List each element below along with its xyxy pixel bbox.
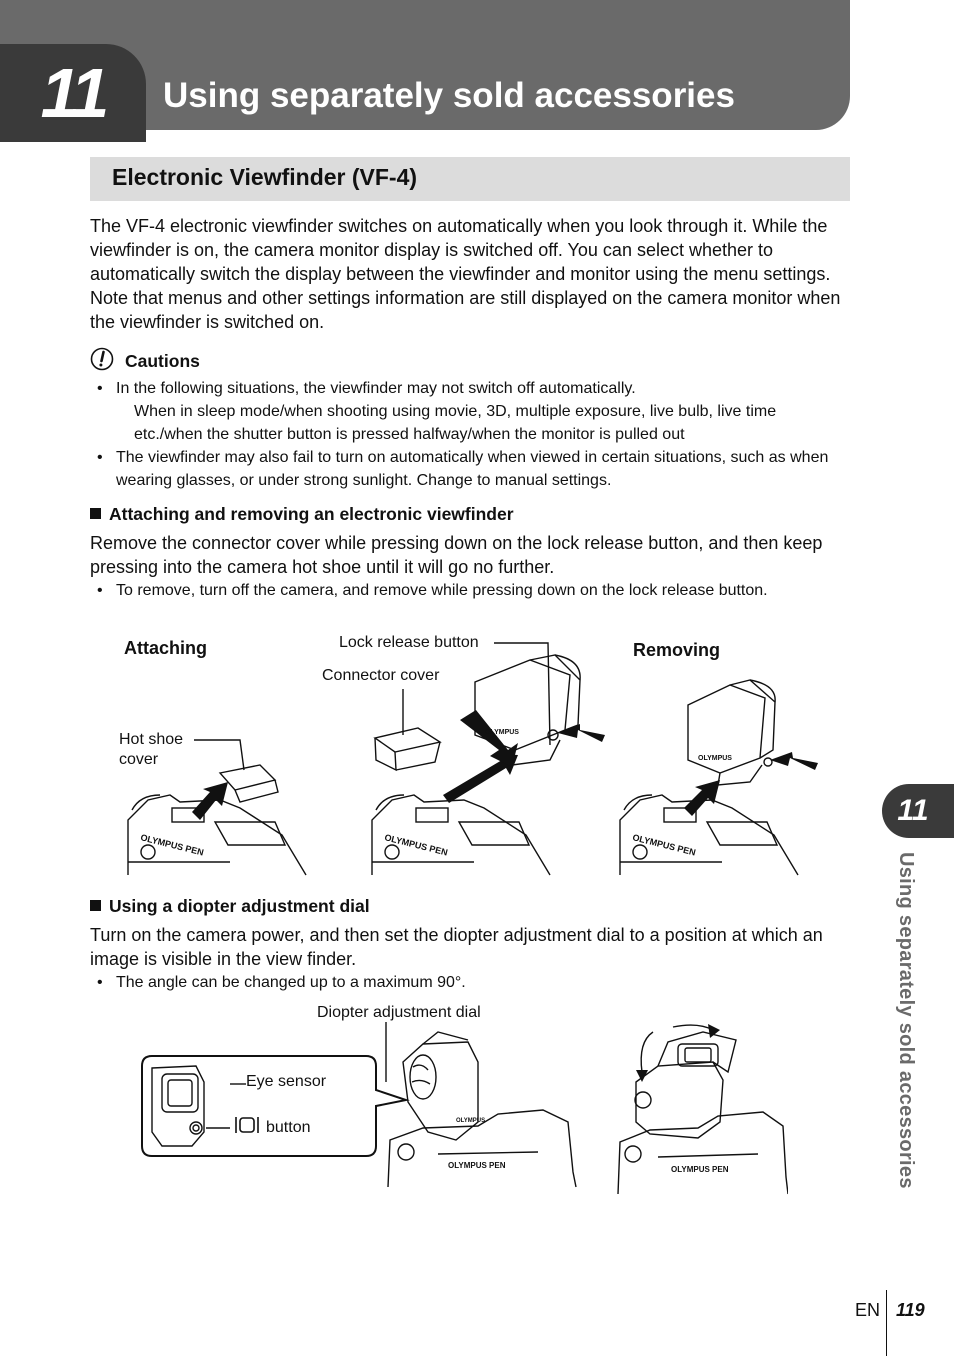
section-title: Electronic Viewfinder (VF-4) <box>112 164 418 190</box>
diopter-heading <box>90 896 370 917</box>
attaching-bullet-text: To remove, turn off the camera, and remove while pressing down on the lock release button. <box>116 582 768 599</box>
cautions-title: Cautions <box>125 351 200 371</box>
caution-icon <box>90 347 114 371</box>
caution-item-1 <box>90 377 866 400</box>
brand-text: OLYMPUS PEN <box>631 832 697 858</box>
brand-small-text: OLYMPUS <box>698 755 732 762</box>
chapter-number: 11 <box>40 54 106 132</box>
attaching-heading <box>90 504 514 525</box>
diopter-illustration <box>138 1022 788 1202</box>
brand-small-text: OLYMPUS <box>456 1118 486 1124</box>
bullet: • <box>97 449 103 466</box>
chapter-title: Using separately sold accessories <box>163 76 735 115</box>
connector-cover-label: Connector cover <box>322 667 440 684</box>
lock-release-label: Lock release button <box>339 634 479 651</box>
bullet: • <box>97 974 103 991</box>
removing-label: Removing <box>633 640 721 660</box>
caution-item-text: In the following situations, the viewfinder may not switch off automatically. <box>116 380 636 397</box>
diopter-bullet <box>90 971 856 994</box>
bullet: • <box>97 380 103 397</box>
attaching-illustration <box>110 630 850 880</box>
footer-divider <box>886 1290 887 1356</box>
eye-sensor-button-icon <box>234 1115 260 1135</box>
caution-sub-item: When in sleep mode/when shooting using movie, 3D, multiple exposure, live bulb, live time etc./when the shutter button is pressed halfway/when the monitor is pulled out <box>134 403 777 443</box>
caution-item-2 <box>90 446 856 492</box>
attaching-label: Attaching <box>124 638 207 658</box>
page-number: 119 <box>896 1300 925 1320</box>
side-chapter-number: 11 <box>897 794 929 827</box>
square-bullet-icon <box>90 900 101 911</box>
hot-shoe-label-2: cover <box>119 751 159 768</box>
brand-text: OLYMPUS PEN <box>671 1165 729 1174</box>
brand-small-text: OLYMPUS <box>485 729 519 736</box>
diopter-heading-text: Using a diopter adjustment dial <box>109 896 370 916</box>
brand-text: OLYMPUS PEN <box>448 1161 506 1170</box>
footer-language: EN <box>855 1300 881 1320</box>
diopter-dial-label: Diopter adjustment dial <box>317 1004 481 1021</box>
eye-sensor-label: Eye sensor <box>246 1073 327 1090</box>
attaching-paragraph: Remove the connector cover while pressing down on the lock release button, and then keep pressing into the camera hot shoe until it will go no further. <box>90 533 823 577</box>
diopter-paragraph: Turn on the camera power, and then set the diopter adjustment dial to a position at which an image is visible in the view finder. <box>90 925 823 969</box>
bullet: • <box>97 582 103 599</box>
square-bullet-icon <box>90 508 101 519</box>
intro-paragraph: The VF-4 electronic viewfinder switches on automatically when you look through it. While the viewfinder is on, the camera monitor display is switched off. You can select whether to automatically switch the display between the viewfinder and monitor using the menu settings. Note that menus and other settings information are still displayed on the camera monitor when the viewfinder is switched on. <box>90 216 841 332</box>
brand-text: OLYMPUS PEN <box>139 832 205 858</box>
side-chapter-title: Using separately sold accessories <box>895 852 917 1189</box>
caution-item-text: The viewfinder may also fail to turn on automatically when viewed in certain situations, such as when wearing glasses, or under strong sunlight. Change to manual settings. <box>116 449 829 489</box>
attaching-bullet <box>90 579 856 602</box>
button-label: button <box>266 1119 311 1136</box>
hot-shoe-label-1: Hot shoe <box>119 731 184 748</box>
diopter-bullet-text: The angle can be changed up to a maximum 90°. <box>116 974 466 991</box>
attaching-heading-text: Attaching and removing an electronic viewfinder <box>109 504 514 524</box>
brand-text: OLYMPUS PEN <box>383 832 449 858</box>
